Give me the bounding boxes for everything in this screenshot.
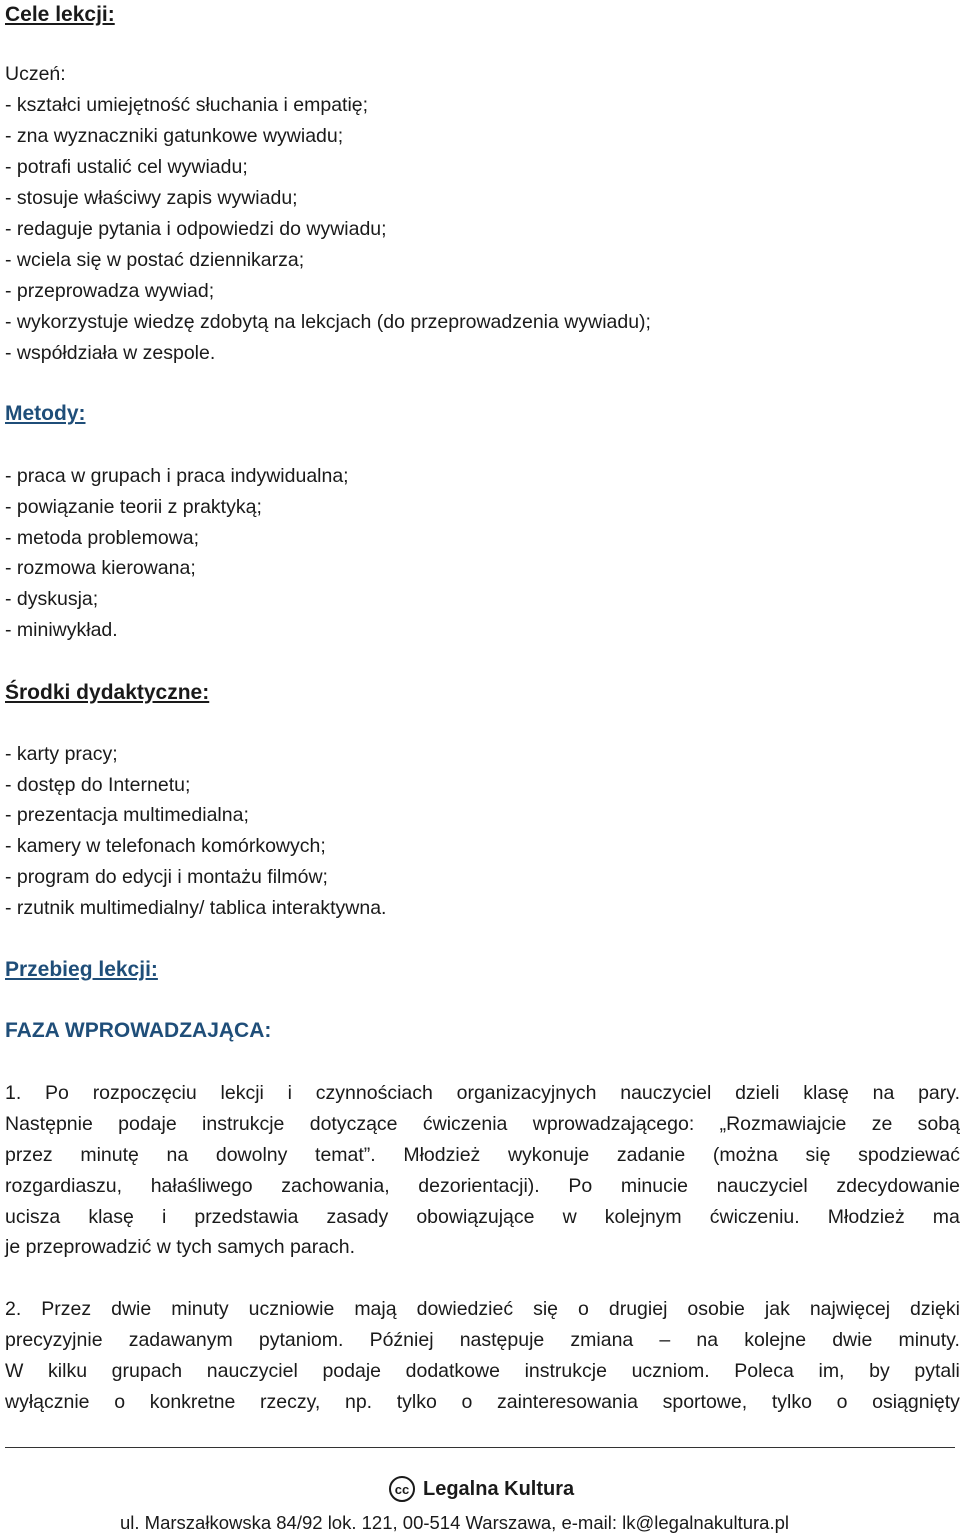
- paragraph-line: przez minutę na dowolny temat”. Młodzież wykonuje zadanie (można się spodziewać: [5, 1144, 960, 1166]
- goals-intro: Uczeń:: [5, 63, 66, 85]
- paragraph-line: je przeprowadzić w tych samych parach.: [5, 1236, 356, 1258]
- resource-item: - dostęp do Internetu;: [5, 774, 191, 796]
- method-item: - rozmowa kierowana;: [5, 557, 196, 579]
- footer-address: ul. Marszałkowska 84/92 lok. 121, 00-514 Warszawa, e-mail: lk@legalnakultura.pl: [120, 1512, 789, 1533]
- goals-heading: Cele lekcji:: [5, 3, 115, 26]
- goal-item: - wciela się w postać dziennikarza;: [5, 249, 305, 271]
- goal-item: - przeprowadza wywiad;: [5, 280, 215, 302]
- methods-heading: Metody:: [5, 402, 86, 425]
- paragraph-line: Następnie podaje instrukcje dotyczące ćwiczenia wprowadzającego: „Rozmawiajcie ze sobą: [5, 1113, 960, 1135]
- goal-item: - potrafi ustalić cel wywiadu;: [5, 156, 248, 178]
- method-item: - metoda problemowa;: [5, 527, 200, 549]
- goal-item: - wykorzystuje wiedzę zdobytą na lekcjach (do przeprowadzenia wywiadu);: [5, 311, 651, 333]
- goal-item: - redaguje pytania i odpowiedzi do wywiadu;: [5, 218, 387, 240]
- paragraph-line: W kilku grupach nauczyciel podaje dodatkowe instrukcje uczniom. Poleca im, by pytali: [5, 1360, 960, 1382]
- method-item: - miniwykład.: [5, 619, 118, 641]
- resources-heading: Środki dydaktyczne:: [5, 681, 210, 704]
- footer-divider: [5, 1447, 955, 1448]
- course-heading: Przebieg lekcji:: [5, 958, 158, 981]
- footer-logo: [389, 1476, 574, 1502]
- resource-item: - rzutnik multimedialny/ tablica interaktywna.: [5, 897, 387, 919]
- paragraph-line: 2. Przez dwie minuty uczniowie mają dowiedzieć się o drugiej osobie jak najwięcej dzięki: [5, 1298, 960, 1320]
- goal-item: - współdziała w zespole.: [5, 342, 216, 364]
- goal-item: - stosuje właściwy zapis wywiadu;: [5, 187, 298, 209]
- goal-item: - zna wyznaczniki gatunkowe wywiadu;: [5, 125, 344, 147]
- footer-brand: Legalna Kultura: [423, 1477, 575, 1500]
- paragraph-line: 1. Po rozpoczęciu lekcji i czynnościach organizacyjnych nauczyciel dzieli klasę na pary.: [5, 1082, 960, 1104]
- method-item: - praca w grupach i praca indywidualna;: [5, 465, 349, 487]
- creative-commons-icon: cc: [389, 1476, 415, 1502]
- phase-heading: FAZA WPROWADZAJĄCA:: [5, 1019, 272, 1042]
- resource-item: - karty pracy;: [5, 743, 118, 765]
- goal-item: - kształci umiejętność słuchania i empatię;: [5, 94, 369, 116]
- method-item: - powiązanie teorii z praktyką;: [5, 496, 262, 518]
- paragraph-line: ucisza klasę i przedstawia zasady obowiązujące w kolejnym ćwiczeniu. Młodzież ma: [5, 1206, 960, 1228]
- paragraph-line: rozgardiaszu, hałaśliwego zachowania, dezorientacji). Po minucie nauczyciel zdecydowanie: [5, 1175, 960, 1197]
- resource-item: - prezentacja multimedialna;: [5, 804, 249, 826]
- paragraph-line: precyzyjnie zadawanym pytaniom. Później następuje zmiana – na kolejne dwie minuty.: [5, 1329, 960, 1351]
- resource-item: - program do edycji i montażu filmów;: [5, 866, 328, 888]
- method-item: - dyskusja;: [5, 588, 99, 610]
- resource-item: - kamery w telefonach komórkowych;: [5, 835, 326, 857]
- paragraph-line: wyłącznie o konkretne rzeczy, np. tylko o zainteresowania sportowe, tylko o osiągnięty: [5, 1391, 960, 1413]
